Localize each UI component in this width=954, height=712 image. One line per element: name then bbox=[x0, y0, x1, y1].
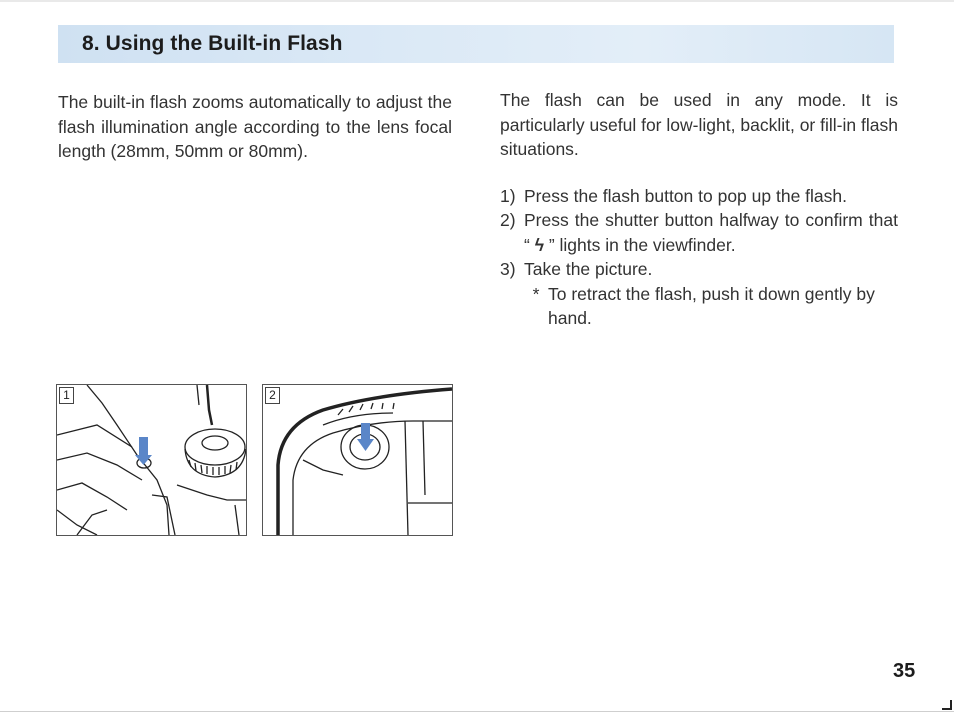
camera-flash-button-illustration-icon bbox=[57, 385, 246, 535]
section-title-bar bbox=[58, 25, 894, 63]
page-number: 35 bbox=[893, 660, 916, 682]
steps-list bbox=[500, 184, 898, 331]
page-title: 8. Using the Built-in Flash bbox=[82, 32, 343, 55]
step-number: 1) bbox=[500, 185, 516, 206]
note-text: To retract the flash, push it down gently by hand. bbox=[548, 283, 875, 328]
top-rule bbox=[0, 0, 954, 2]
note bbox=[524, 282, 898, 331]
list-item bbox=[500, 208, 898, 257]
flash-icon: ϟ bbox=[534, 234, 544, 255]
step-text: Press the flash button to pop up the flash. bbox=[524, 185, 847, 206]
list-item bbox=[500, 257, 898, 282]
figure-1 bbox=[56, 384, 247, 536]
camera-shutter-button-illustration-icon bbox=[263, 385, 452, 535]
figure-label: 2 bbox=[265, 387, 280, 404]
note-asterisk: * bbox=[532, 283, 540, 304]
left-column bbox=[58, 90, 452, 164]
step-text-before: Press the shutter button halfway to confirm that “ bbox=[524, 210, 898, 255]
step-number: 3) bbox=[500, 259, 516, 279]
figure-label: 1 bbox=[59, 387, 74, 404]
list-item bbox=[500, 184, 898, 209]
corner-mark bbox=[942, 700, 952, 710]
right-column bbox=[500, 88, 898, 331]
figure-2 bbox=[262, 384, 453, 536]
step-text-after: ” lights in the viewfinder. bbox=[543, 234, 736, 255]
step-text: Take the picture. bbox=[524, 259, 653, 279]
intro-paragraph: The built-in flash zooms automatically to adjust the flash illumination angle according to the lens focal length (28mm, 50mm or 80mm). bbox=[58, 92, 452, 161]
usage-paragraph: The flash can be used in any mode. It is particularly useful for low-light, backlit, or fill-in flash situations. bbox=[500, 90, 898, 159]
step-text bbox=[524, 208, 898, 257]
step-number: 2) bbox=[500, 210, 516, 230]
